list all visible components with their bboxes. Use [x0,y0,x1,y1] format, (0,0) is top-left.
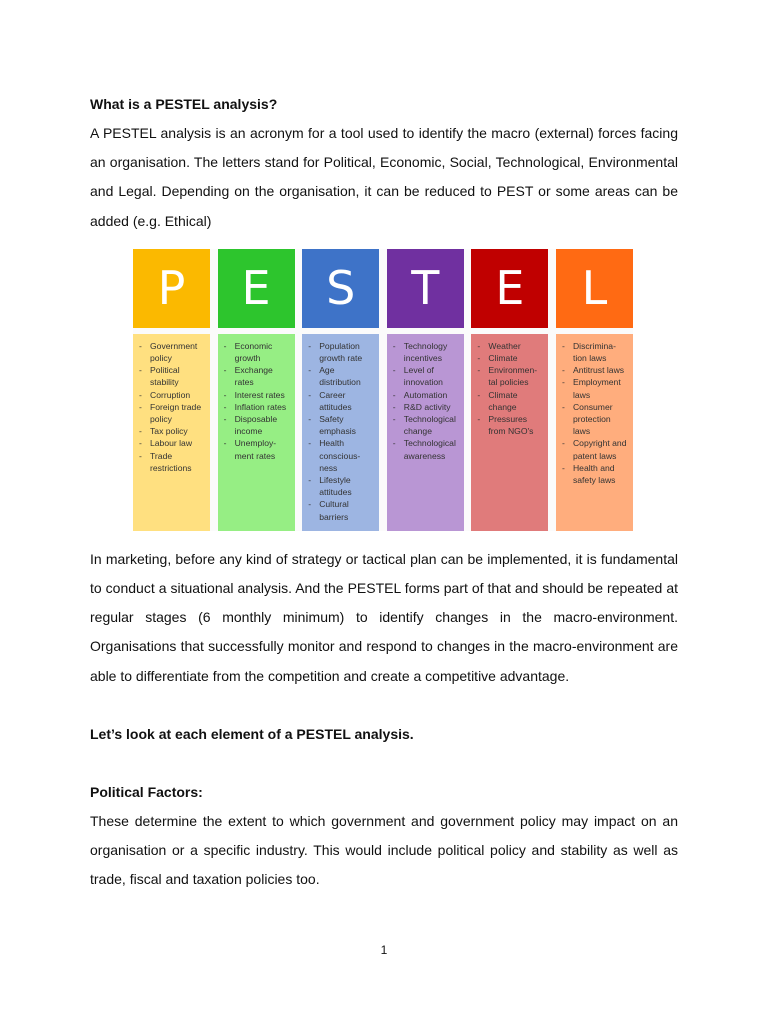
political-heading: Political Factors: [90,783,203,800]
pestel-factor-item: - Pressures from NGO's [477,413,544,437]
pestel-factor-item: - Exchange rates [224,364,291,388]
pestel-letter: T [387,249,464,328]
pestel-letter: E [218,249,295,328]
pestel-factor-item: - Interest rates [224,389,291,401]
pestel-column [302,249,379,531]
pestel-factor-item: - Unemploy-ment rates [224,437,291,461]
pestel-column [471,249,548,531]
pestel-factor-item: - Cultural barriers [308,498,375,522]
pestel-letter: S [302,249,379,328]
look-heading: Let’s look at each element of a PESTEL analysis. [90,725,414,742]
pestel-column [133,249,210,531]
intro-paragraph: A PESTEL analysis is an acronym for a tool used to identify the macro (external) forces facing an organisation. The letters stand for Political, Economic, Social, Technological, Environmental and Legal. Depending on the organisation, it can be reduced to PEST or some areas can be added (e.g. Ethical) [90,125,678,229]
pestel-factor-item: - Antitrust laws [562,364,629,376]
pestel-column [387,249,464,531]
pestel-diagram [133,249,633,531]
pestel-factor-item: - Health and safety laws [562,462,629,486]
pestel-factor-list [218,334,295,531]
pestel-factor-list [133,334,210,531]
pestel-letter: E [471,249,548,328]
pestel-factor-list [302,334,379,531]
pestel-factor-item: - Political stability [139,364,206,388]
page-number: 1 [380,943,388,957]
pestel-factor-item: - Population growth rate [308,340,375,364]
pestel-factor-item: - Corruption [139,389,206,401]
marketing-paragraph: In marketing, before any kind of strategy or tactical plan can be implemented, it is fundamental to conduct a situational analysis. And the PESTEL forms part of that and should be repeated at regular stages (6 monthly minimum) to identify changes in the macro-environment. Organisations that successfully monitor and respond to changes in the macro-environment are able to differentiate from the competition and create a competitive advantage. [90,550,678,684]
pestel-factor-item: - Foreign trade policy [139,401,206,425]
pestel-factor-item: - Age distribution [308,364,375,388]
political-paragraph: These determine the extent to which government and government policy may impact on an organisation or a specific industry. This would include political policy and stability as well as trade, fiscal and taxation policies too. [90,812,678,888]
pestel-factor-item: - R&D activity [393,401,460,413]
pestel-factor-item: - Labour law [139,437,206,449]
pestel-factor-item: - Safety emphasis [308,413,375,437]
pestel-factor-item: - Environmen-tal policies [477,364,544,388]
pestel-factor-list [387,334,464,531]
pestel-factor-item: - Discrimina-tion laws [562,340,629,364]
pestel-factor-item: - Weather [477,340,544,352]
pestel-factor-item: - Climate [477,352,544,364]
pestel-factor-item: - Inflation rates [224,401,291,413]
pestel-factor-item: - Economic growth [224,340,291,364]
pestel-factor-item: - Career attitudes [308,389,375,413]
pestel-factor-list [556,334,633,531]
pestel-factor-item: - Automation [393,389,460,401]
pestel-factor-item: - Climate change [477,389,544,413]
pestel-factor-item: - Technological change [393,413,460,437]
pestel-column [556,249,633,531]
pestel-factor-item: - Technology incentives [393,340,460,364]
pestel-factor-item: - Tax policy [139,425,206,437]
pestel-letter: L [556,249,633,328]
pestel-factor-item: - Lifestyle attitudes [308,474,375,498]
pestel-factor-item: - Disposable income [224,413,291,437]
pestel-factor-item: - Level of innovation [393,364,460,388]
document-page [90,90,678,894]
pestel-letter: P [133,249,210,328]
pestel-factor-item: - Trade restrictions [139,450,206,474]
pestel-column [218,249,295,531]
pestel-factor-item: - Technological awareness [393,437,460,461]
pestel-factor-item: - Government policy [139,340,206,364]
intro-heading: What is a PESTEL analysis? [90,96,278,112]
pestel-factor-item: - Copyright and patent laws [562,437,629,461]
pestel-factor-item: - Health conscious-ness [308,437,375,474]
pestel-factor-item: - Employment laws [562,376,629,400]
pestel-factor-list [471,334,548,531]
pestel-factor-item: - Consumer protection laws [562,401,629,438]
